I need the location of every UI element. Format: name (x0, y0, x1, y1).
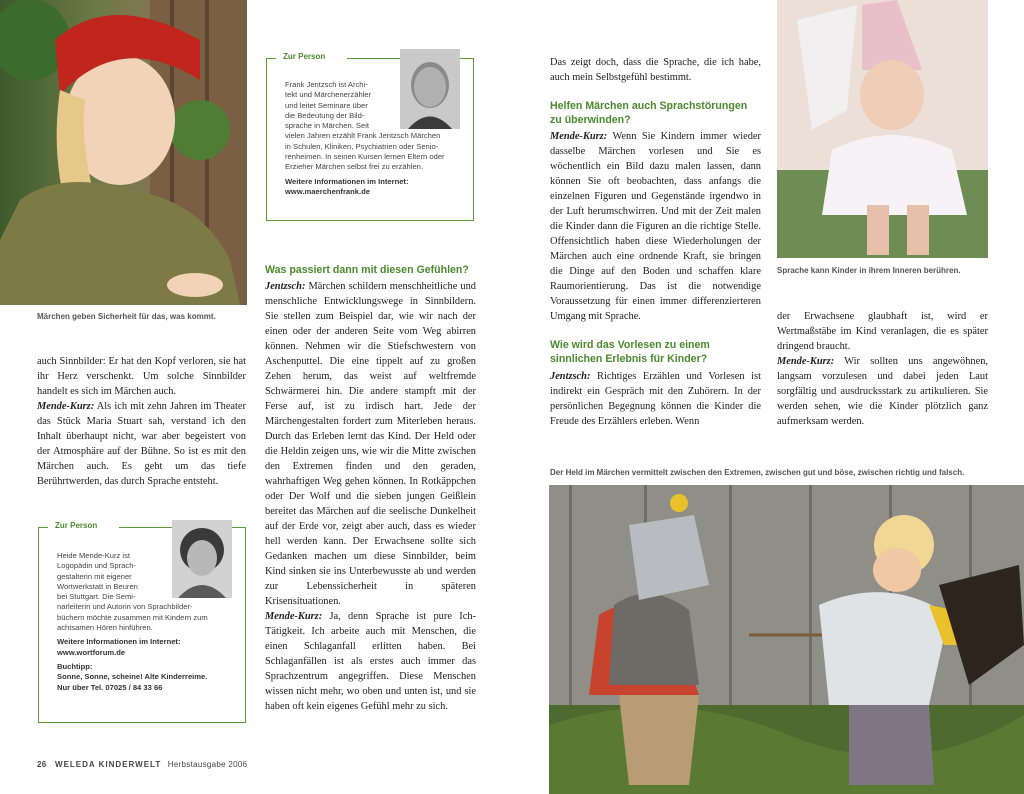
column-4-text (777, 309, 988, 429)
paragraph: Wir sollten uns angewöhnen, langsam vorzulesen und dabei jeden Laut sorgfältig und ausdrucksstark zu artikulieren. Sie werden sehen, wie die Kinder plötzlich ganz aufmerksam werden. (777, 356, 988, 427)
heading-speech-disorders (550, 99, 765, 127)
paragraph: Das zeigt doch, dass die Sprache, die ich habe, auch mein Selbstgefühl bestimmt. (550, 57, 761, 83)
bio-line: gestalterin mit eigener (57, 571, 132, 581)
bio-line: sprache in Märchen. Seit (285, 121, 369, 131)
heading-line: sinnlichen Erlebnis für Kinder? (550, 353, 708, 365)
magazine-name: WELEDA KINDERWELT (55, 760, 162, 769)
speaker-label: Mende-Kurz: (265, 611, 323, 622)
speaker-label: Jentzsch: (265, 281, 306, 292)
bio-line: tekt und Märchenerzähler (285, 90, 372, 100)
caption-girl-red-scarf: Märchen geben Sicherheit für das, was kommt. (37, 312, 216, 321)
info-title: Weitere Informationen im Internet: (57, 637, 181, 647)
bio-line: in Schulen, Kliniken, Psychiatrien oder Senio- (285, 141, 439, 151)
column-2-text (265, 279, 476, 714)
bio-line: bei Stuttgart. Die Semi- (57, 592, 136, 602)
paragraph: auch Sinnbilder: Er hat den Kopf verloren, sie hat ihr Herz verschenkt. Um solche Sinnbilder handelt es sich im Märchen auch. (37, 356, 246, 397)
column-3-intro (550, 55, 761, 85)
speaker-label: Jentzsch: (550, 371, 591, 382)
info-box-heide-mende-kurz (38, 521, 246, 723)
column-1-text (37, 354, 246, 489)
page-number: 26 (37, 760, 47, 769)
bio-line: achtsamen Hören hinführen. (57, 623, 153, 633)
book-tip-phone: Nur über Tel. 07025 / 84 33 66 (57, 682, 163, 692)
bio-line: Erzieher Märchen selbst frei zu erzählen. (285, 162, 424, 172)
photo-children-knights (549, 485, 1024, 794)
heading-feelings: Was passiert dann mit diesen Gefühlen? (265, 264, 469, 276)
paragraph: Als ich mit zehn Jahren im Theater das Stück Maria Stuart sah, verstand ich den Inhalt überhaupt nicht, war aber begeistert von der Atmosphäre auf der Bühne. So ist es mit den Märchen auch. Es geht um das tiefe Berührtwerden, das durch Sprache entsteht. (37, 401, 247, 487)
column-3-text-2 (550, 369, 761, 429)
bio-line: die Bedeutung der Bild- (285, 110, 365, 120)
info-title: Weitere Informationen im Internet: (285, 176, 409, 186)
bio-line: renheimen. In seinen Kursen lernen Eltern oder (285, 152, 445, 162)
info-url-link[interactable]: www.wortforum.de (57, 647, 126, 657)
speaker-label: Mende-Kurz: (37, 401, 95, 412)
speaker-label: Mende-Kurz: (777, 356, 835, 367)
heading-line: Helfen Märchen auch Sprachstörungen (550, 100, 748, 112)
bio-line: büchern möchte zusammen mit Kindern zum (57, 612, 208, 622)
photo-girl-red-scarf (0, 0, 247, 305)
bio-line: narleiterin und Autorin von Sprachbilder- (57, 602, 193, 612)
bio-line: Frank Jentzsch ist Archi- (285, 80, 368, 89)
caption-girl-princess-hat: Sprache kann Kinder in ihrem Inneren berühren. (777, 266, 961, 275)
book-tip-title: Buchtipp: (57, 661, 93, 671)
issue-name: Herbstausgabe 2006 (167, 760, 248, 769)
book-tip-line: Sonne, Sonne, scheine! Alte Kinderreime. (57, 672, 208, 682)
heading-line: zu überwinden? (550, 114, 631, 126)
caption-knights: Der Held im Märchen vermittelt zwischen den Extremen, zwischen gut und böse, zwischen richtig und falsch. (550, 468, 965, 477)
heading-line: Wie wird das Vorlesen zu einem (550, 339, 710, 351)
box-label: Zur Person (283, 52, 326, 61)
bio-line: Wortwerkstatt in Beuren (57, 581, 138, 591)
info-url-link[interactable]: www.maerchenfrank.de (285, 186, 370, 196)
paragraph: Wenn Sie Kindern immer wieder dasselbe Märchen vorlesen und Sie es wöchentlich ein Bild dazu malen lassen, dann können Sie oft beobachten, dass anfangs die einzelnen Figuren und Gegenstände irgendwo in der Luft herumschwirren. Und mit der Zeit malen die Kinder dann die Figuren an die richtige Stelle. Offensichtlich haben diese Wiederholungen der Märchen auch eine ordnende Kraft, sie bringen die Dinge auf den Boden und schaffen klare Raumorientierung. Das ist die notwendige Voraussetzung für einen immer differenzierteren Umgang mit Sprache. (550, 131, 761, 322)
paragraph: Richtiges Erzählen und Vorlesen ist indirekt ein Gespräch mit den Zuhörern. In der persönlichen Begegnung können die Kinder die Freude des Erzählers erleben. Wenn (550, 371, 761, 427)
column-3-text (550, 129, 761, 324)
speaker-label: Mende-Kurz: (550, 131, 608, 142)
paragraph: Märchen schildern menschheitliche und menschliche Entwicklungswege in Sinnbildern. Sie stellen zum Beispiel dar, wie wir nach der einen oder der anderen Seite vom Weg abirren können. Nehmen wir die Stiefschwestern von Aschenputtel. Die eine tippelt auf zu großen Zehen herum, das weist auf weltfremde Schwärmerei hin. Die andere stampft mit der Ferse auf, ist zu irdisch hart. Jede der Märchengestalten fordert zum Miterleben heraus. Durch das Erleben lernt das Kind. Der Held oder die Heldin zeigen uns, wie wir die Mitte zwischen den Extremen finden und den geraden, wahrhaftigen Weg gehen können. In Rotkäppchen oder Der Wolf und die sieben jungen Geißlein bereitet das Märchen auf die seelische Dunkelheit auf der Erde vor, zeigt aber auch, dass es wieder hell werden kann. Der Erwachsene sollte sich Gedanken machen um diese Sinnbilder, beim Kind sinken sie ins Unterbewusste ab und werden zur Lebenssicherheit in späteren Krisensituationen. (265, 281, 476, 607)
bio-line: vielen Jahren erzählt Frank Jentzsch Märchen (285, 131, 441, 141)
bio-line: Heide Mende-Kurz ist (57, 551, 131, 560)
paragraph: der Erwachsene glaubhaft ist, wird er Wertmaßstäbe im Kind veranlagen, die es später dringend braucht. (777, 311, 988, 352)
photo-girl-princess-hat (777, 0, 988, 258)
page-footer (37, 760, 247, 769)
bio-line: Logopädin und Sprach- (57, 561, 136, 571)
heading-reading-aloud (550, 338, 765, 366)
box-label: Zur Person (55, 521, 98, 530)
paragraph: Ja, denn Sprache ist pure Ich-Tätigkeit. Ich arbeite auch mit Menschen, die einen Schlaganfall erlitten haben. Bei Schlaganfällen ist als erstes auch immer das Sprachzentrum angegriffen. Diese Menschen wissen nicht mehr, wo oben und unten ist, und sie haben oft kein eigenes Gefühl mehr zu sich. (265, 611, 476, 712)
bio-line: und leitet Seminare über (285, 100, 368, 110)
info-box-frank-jentzsch (266, 52, 474, 221)
